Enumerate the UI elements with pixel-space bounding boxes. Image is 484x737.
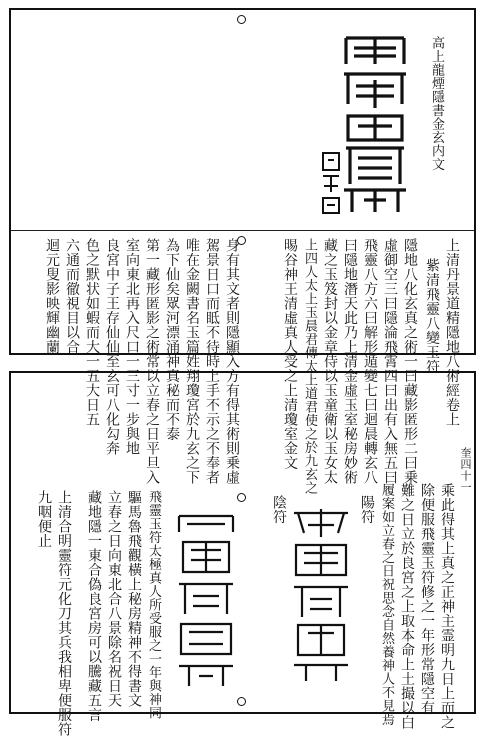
text-column: 上四人太上玉晨君傳太上道君使之於九玄之 bbox=[302, 238, 317, 495]
text-column: 迴元叟影映輝幽蘭 bbox=[44, 238, 60, 354]
text-column: 色之默状如蝦而大一五大日五 bbox=[84, 238, 100, 427]
text-column: 曰隱地潛天此乃上清金虛玉室秘房妙術 bbox=[342, 238, 358, 485]
top-divider-rule bbox=[11, 230, 474, 231]
text-column: 紫清飛靈八變玉符 bbox=[424, 258, 440, 374]
text-column: 上清合明靈符元化刀其兵我相卑便服符 bbox=[56, 490, 72, 737]
seal-script-title bbox=[340, 34, 410, 216]
text-column: 履案如立春之日祝思念自然養神人不見焉 bbox=[379, 483, 394, 726]
page-label: 奎四十一 bbox=[459, 447, 472, 493]
text-column: 上清丹景道精隱地八術經卷上 bbox=[444, 238, 460, 427]
text-column: 九咽便止 bbox=[36, 490, 52, 548]
seal-caption: 陽符 bbox=[359, 495, 375, 524]
text-column: 身有其文者則隱顯入方有得其術則乗虛 bbox=[224, 238, 240, 485]
text-column: 藏地隱一東合偽良宮房可以騰藏五言 bbox=[86, 490, 102, 722]
text-column: 六通而徹視目以合 bbox=[64, 238, 80, 354]
text-column: 立春之日向東北合八景除名祝日天 bbox=[106, 490, 122, 708]
text-column: 駕景日口而眡不待時上手不示之不奉者 bbox=[204, 238, 220, 485]
text-column: 為下仙矣眾河漂涌神真秘而不泰 bbox=[164, 238, 180, 441]
text-column: 難之日立於良宮之上取本命上土撮以白 bbox=[399, 483, 415, 730]
text-column: 室向東北再入尺口一三寸一步與地 bbox=[124, 238, 140, 456]
yang-talisman bbox=[290, 505, 352, 685]
text-column: 虛御空三曰隱淪飛霄四曰出有入無五曰 bbox=[382, 238, 398, 485]
text-column: 第一藏形匿影之術常以立春之日平旦入 bbox=[144, 238, 160, 485]
book-title: 高上龍煙隱書金玄内文 bbox=[429, 36, 444, 171]
yin-talisman bbox=[175, 510, 237, 690]
text-column: 除便服飛靈玉符修之一年形常隱空有 bbox=[419, 483, 435, 715]
text-column: 藏之玉笈封以金章侍以玉童衛以玉女太 bbox=[322, 238, 338, 485]
text-column: 陰符 bbox=[271, 495, 287, 524]
text-column: 晹谷神王清虛真人受之上清瓊室金文 bbox=[282, 238, 298, 470]
text-column: 良宮中子王存仙仙至玄可八化勾奔 bbox=[104, 238, 120, 456]
text-column: 唯在金闕書名玉篇姓翔瓊宮於九玄之下 bbox=[184, 238, 200, 485]
seal-script-subtitle bbox=[320, 150, 342, 216]
text-column: 乘此得其上真之正神主霊明九日上而之 bbox=[439, 483, 455, 730]
text-column: 飛靈玉符太極真人所受服之一年與神同 bbox=[146, 490, 161, 720]
text-column: 驅馬魯飛觀橫上秘房精神不得書文 bbox=[126, 490, 142, 708]
text-column: 飛靈八方六曰解形遁變七曰迴晨轉玄八 bbox=[362, 238, 378, 485]
text-column: 隱地八化玄真之術一曰藏影匿形二曰乗 bbox=[402, 238, 418, 485]
